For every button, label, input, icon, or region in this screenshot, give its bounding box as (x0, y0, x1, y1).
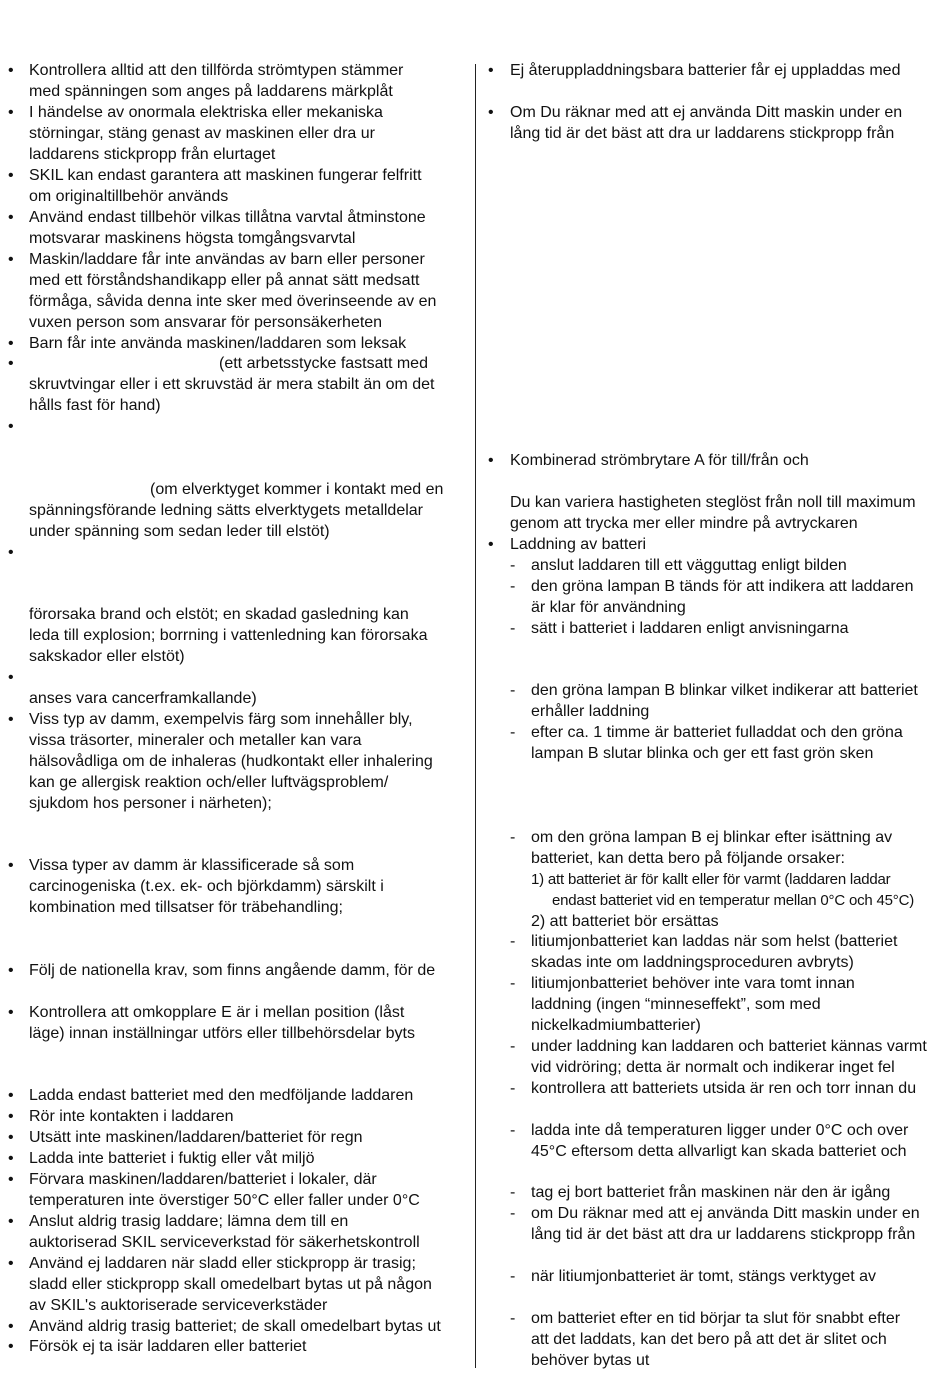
bullet-marker: • (8, 62, 14, 79)
text-line: Viss typ av damm, exempelvis färg som innehåller bly, (29, 711, 413, 728)
text-line: om originaltillbehör används (29, 188, 229, 205)
dash-marker: - (510, 578, 516, 595)
dash-marker: - (510, 557, 516, 574)
text-line: lång tid är det bäst att dra ur laddarens stickpropp från (531, 1226, 916, 1243)
text-line: tag ej bort batteriet från maskinen när den är igång (531, 1184, 891, 1201)
text-line: kombination med tillsatser för träbehandling; (29, 899, 343, 916)
text-line: vuxen person som ansvarar för personsäkerheten (29, 314, 383, 331)
text-line: kontrollera att batteriets utsida är ren och torr innan du (531, 1080, 917, 1097)
dash-marker: - (510, 724, 516, 741)
text-line: skadas inte om laddningsproceduren avbryts) (531, 954, 854, 971)
text-line: (om elverktyget kommer i kontakt med en (150, 481, 444, 498)
text-line: Utsätt inte maskinen/laddaren/batteriet för regn (29, 1129, 363, 1146)
text-line: spänningsförande ledning sätts elverktygets metalldelar (29, 502, 424, 519)
text-line: under laddning kan laddaren och batteriet kännas varmt (531, 1038, 927, 1055)
text-line: genom att trycka mer eller mindre på avtryckaren (510, 515, 858, 532)
text-line: Använd ej laddaren när sladd eller stickpropp är trasig; (29, 1255, 416, 1272)
text-line: lång tid är det bäst att dra ur laddarens stickpropp från (510, 125, 895, 142)
text-line: 2) att batteriet bör ersättas (531, 913, 719, 930)
dash-marker: - (510, 682, 516, 699)
text-line: auktoriserad SKIL serviceverkstad för säkerhetskontroll (29, 1234, 420, 1251)
text-line: om Du räknar med att ej använda Ditt maskin under en (531, 1205, 920, 1222)
text-line: Rör inte kontakten i laddaren (29, 1108, 234, 1125)
bullet-marker: • (8, 711, 14, 728)
text-line: lampan B slutar blinka och ger ett fast grön sken (531, 745, 874, 762)
text-line: anses vara cancerframkallande) (29, 690, 257, 707)
text-line: anslut laddaren till ett vägguttag enligt bilden (531, 557, 847, 574)
text-line: efter ca. 1 timme är batteriet fulladdat och den gröna (531, 724, 903, 741)
bullet-marker: • (8, 167, 14, 184)
text-line: om den gröna lampan B ej blinkar efter isättning av (531, 829, 893, 846)
bullet-marker: • (8, 1087, 14, 1104)
text-line: I händelse av onormala elektriska eller mekaniska (29, 104, 383, 121)
text-line: Maskin/laddare får inte användas av barn eller personer (29, 251, 425, 268)
text-line: laddning (ingen “minneseffekt”, som med (531, 996, 821, 1013)
text-line: om batteriet efter en tid börjar ta slut för snabbt efter (531, 1310, 901, 1327)
text-line: med ett förståndshandikapp eller på annat sätt medsatt (29, 272, 420, 289)
text-line: Ladda inte batteriet i fuktig eller våt miljö (29, 1150, 315, 1167)
text-line: batteriet, kan detta bero på följande orsaker: (531, 850, 845, 867)
dash-marker: - (510, 975, 516, 992)
text-line: litiumjonbatteriet kan laddas när som helst (batteriet (531, 933, 898, 950)
dash-marker: - (510, 1184, 516, 1201)
text-line: vid vidröring; detta är normalt och indikerar inget fel (531, 1059, 895, 1076)
text-line: 45°C eftersom detta allvarligt kan skada batteriet och (531, 1143, 907, 1160)
bullet-marker: • (488, 104, 494, 121)
text-line: nickelkadmiumbatterier) (531, 1017, 701, 1034)
bullet-marker: • (8, 1255, 14, 1272)
text-line: med spänningen som anges på laddarens märkplåt (29, 83, 393, 100)
dash-marker: - (510, 1310, 516, 1327)
bullet-marker: • (8, 857, 14, 874)
text-line: sakskador eller elstöt) (29, 648, 185, 665)
dash-marker: - (510, 933, 516, 950)
text-line: leda till explosion; borrning i vattenledning kan förorsaka (29, 627, 428, 644)
text-line: motsvarar maskinens högsta tomgångsvarvtal (29, 230, 356, 247)
bullet-marker: • (8, 544, 14, 561)
dash-marker: - (510, 1205, 516, 1222)
text-line: Om Du räknar med att ej använda Ditt maskin under en (510, 104, 903, 121)
text-line: 1) att batteriet är för kallt eller för varmt (laddaren laddar (531, 871, 891, 888)
bullet-marker: • (8, 1338, 14, 1355)
bullet-marker: • (8, 1150, 14, 1167)
bullet-marker: • (488, 452, 494, 469)
text-line: när litiumjonbatteriet är tomt, stängs verktyget av (531, 1268, 877, 1285)
text-line: sladd eller stickpropp skall omedelbart bytas ut på någon (29, 1276, 432, 1293)
text-line: ladda inte då temperaturen ligger under 0°C och over (531, 1122, 909, 1139)
text-line: skruvtvingar eller i ett skruvstäd är mera stabilt än om det (29, 376, 435, 393)
text-line: Vissa typer av damm är klassificerade så som (29, 857, 355, 874)
text-line: erhåller laddning (531, 703, 650, 720)
text-line: Ej återuppladdningsbara batterier får ej uppladdas med (510, 62, 901, 79)
bullet-marker: • (8, 1108, 14, 1125)
text-line: under spänning som sedan leder till elstöt) (29, 523, 330, 540)
text-line: litiumjonbatteriet behöver inte vara tomt innan (531, 975, 855, 992)
text-line: sätt i batteriet i laddaren enligt anvisningarna (531, 620, 849, 637)
text-line: behöver bytas ut (531, 1352, 650, 1369)
text-line: kan ge allergisk reaktion och/eller luftvägsproblem/ (29, 774, 389, 791)
text-line: förorsaka brand och elstöt; en skadad gasledning kan (29, 606, 409, 623)
bullet-marker: • (8, 355, 14, 372)
dash-marker: - (510, 1268, 516, 1285)
text-line: sjukdom hos personer i närheten); (29, 795, 272, 812)
bullet-marker: • (8, 335, 14, 352)
bullet-marker: • (8, 209, 14, 226)
text-line: laddarens stickpropp från elurtaget (29, 146, 276, 163)
text-line: förmåga, såvida denna inte sker med överinseende av en (29, 293, 437, 310)
text-line: vissa träsorter, mineraler och metaller kan vara (29, 732, 362, 749)
text-line: Förvara maskinen/laddaren/batteriet i lokaler, där (29, 1171, 377, 1188)
bullet-marker: • (8, 1213, 14, 1230)
text-line: läge) innan inställningar utförs eller tillbehörsdelar byts (29, 1025, 415, 1042)
text-line: Kontrollera att omkopplare E är i mellan position (låst (29, 1004, 405, 1021)
bullet-marker: • (8, 1171, 14, 1188)
text-line: Anslut aldrig trasig laddare; lämna dem till en (29, 1213, 349, 1230)
bullet-marker: • (488, 62, 494, 79)
text-line: av SKIL's auktoriserade serviceverkstäder (29, 1297, 328, 1314)
text-line: Du kan variera hastigheten steglöst från noll till maximum (510, 494, 916, 511)
bullet-marker: • (488, 536, 494, 553)
text-line: hälsovådliga om de inhaleras (hudkontakt eller inhalering (29, 753, 433, 770)
bullet-marker: • (8, 1004, 14, 1021)
text-line: Använd aldrig trasig batteriet; de skall omedelbart bytas ut (29, 1318, 441, 1335)
bullet-marker: • (8, 962, 14, 979)
text-line: störningar, stäng genast av maskinen eller dra ur (29, 125, 375, 142)
dash-marker: - (510, 1122, 516, 1139)
text-line: är klar för användning (531, 599, 686, 616)
text-line: Kontrollera alltid att den tillförda strömtypen stämmer (29, 62, 404, 79)
text-line: hålls fast för hand) (29, 397, 161, 414)
text-line: Laddning av batteri (510, 536, 647, 553)
text-line: temperaturen inte överstiger 50°C eller faller under 0°C (29, 1192, 420, 1209)
text-line: endast batteriet vid en temperatur mellan 0°C och 45°C) (552, 892, 915, 909)
bullet-marker: • (8, 251, 14, 268)
text-line: den gröna lampan B tänds för att indikera att laddaren (531, 578, 914, 595)
text-line: den gröna lampan B blinkar vilket indikerar att batteriet (531, 682, 918, 699)
column-divider (475, 64, 476, 1368)
bullet-marker: • (8, 104, 14, 121)
dash-marker: - (510, 1038, 516, 1055)
dash-marker: - (510, 829, 516, 846)
bullet-marker: • (8, 418, 14, 435)
text-line: Ladda endast batteriet med den medföljande laddaren (29, 1087, 414, 1104)
text-line: Kombinerad strömbrytare A för till/från och (510, 452, 809, 469)
text-line: SKIL kan endast garantera att maskinen fungerar felfritt (29, 167, 422, 184)
bullet-marker: • (8, 1318, 14, 1335)
dash-marker: - (510, 1080, 516, 1097)
bullet-marker: • (8, 1129, 14, 1146)
bullet-marker: • (8, 669, 14, 686)
text-line: att det laddats, kan det bero på att det är slitet och (531, 1331, 887, 1348)
dash-marker: - (510, 620, 516, 637)
text-line: Använd endast tillbehör vilkas tillåtna varvtal åtminstone (29, 209, 426, 226)
text-line: Försök ej ta isär laddaren eller batteriet (29, 1338, 307, 1355)
text-line: carcinogeniska (t.ex. ek- och björkdamm) särskilt i (29, 878, 384, 895)
text-line: Barn får inte använda maskinen/laddaren som leksak (29, 335, 407, 352)
text-line: (ett arbetsstycke fastsatt med (219, 355, 428, 372)
text-line: Följ de nationella krav, som finns angående damm, för de (29, 962, 436, 979)
